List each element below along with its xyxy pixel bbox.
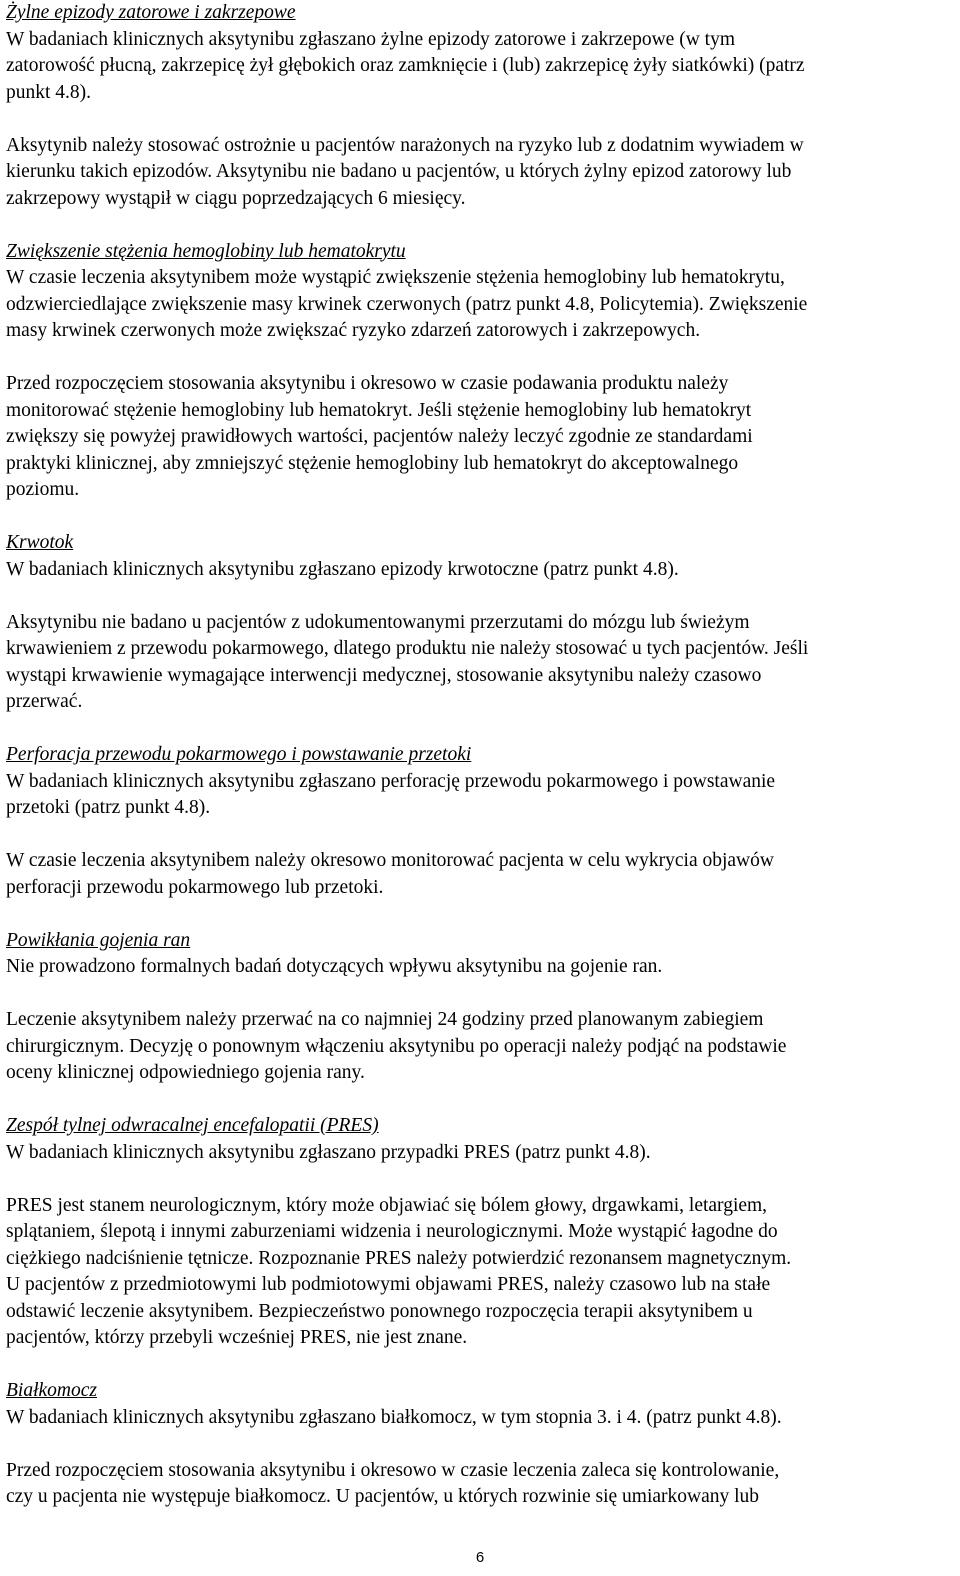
text-line: PRES jest stanem neurologicznym, który może objawiać się bólem głowy, drgawkami, letargiem,: [6, 1194, 768, 1216]
section-gap: [6, 901, 952, 928]
text-line: perforacji przewodu pokarmowego lub przetoki.: [6, 876, 384, 898]
section: [6, 742, 952, 901]
section: [6, 1378, 952, 1511]
text-line: monitorować stężenie hemoglobiny lub hematokryt. Jeśli stężenie hemoglobiny lub hematokryt: [6, 399, 752, 421]
text-line: W badaniach klinicznych aksytynibu zgłaszano żylne epizody zatorowe i zakrzepowe (w tym: [6, 28, 735, 50]
text-line: punkt 4.8).: [6, 81, 92, 103]
text-line: oceny klinicznej odpowiedniego gojenia rany.: [6, 1062, 365, 1083]
text-line: odstawić leczenie aksytynibem. Bezpieczeństwo ponownego rozpoczęcia terapii aksytynibem u: [6, 1300, 753, 1322]
text-line: W badaniach klinicznych aksytynibu zgłaszano perforację przewodu pokarmowego i powstawanie: [6, 770, 776, 792]
section-heading: Krwotok: [6, 532, 74, 553]
section: [6, 0, 952, 212]
text-line: kierunku takich epizodów. Aksytynibu nie badano u pacjentów, u których żylny epizod zatorowy lub: [6, 161, 792, 182]
section-gap: [6, 1352, 952, 1379]
section-gap: [6, 212, 952, 239]
paragraph: [6, 1140, 952, 1167]
text-line: czy u pacjenta nie występuje białkomocz. U pacjentów, u których rozwinie się umiarkowany lub: [6, 1486, 760, 1507]
text-line: pacjentów, którzy przebyli wcześniej PRES, nie jest znane.: [6, 1327, 468, 1348]
text-line: przetoki (patrz punkt 4.8).: [6, 797, 211, 818]
section-heading: Zwiększenie stężenia hemoglobiny lub hematokrytu: [6, 240, 406, 262]
paragraph: [6, 27, 952, 107]
text-line: W badaniach klinicznych aksytynibu zgłaszano przypadki PRES (patrz punkt 4.8).: [6, 1141, 651, 1163]
text-line: Przed rozpoczęciem stosowania aksytynibu i okresowo w czasie leczenia zaleca się kontrolowanie,: [6, 1459, 780, 1481]
text-line: W badaniach klinicznych aksytynibu zgłaszano epizody krwotoczne (patrz punkt 4.8).: [6, 558, 679, 580]
text-line: poziomu.: [6, 479, 80, 500]
text-line: odzwierciedlające zwiększenie masy krwinek czerwonych (patrz punkt 4.8, Policytemia). Zwiększenie: [6, 293, 808, 315]
text-line: Nie prowadzono formalnych badań dotyczących wpływu aksytynibu na gojenie ran.: [6, 956, 663, 977]
paragraph: [6, 371, 952, 504]
section-heading: Żylne epizody zatorowe i zakrzepowe: [6, 2, 296, 23]
paragraph: [6, 848, 952, 901]
paragraph-gap: [6, 583, 952, 610]
text-line: zakrzepowy wystąpił w ciągu poprzedzających 6 miesięcy.: [6, 187, 466, 209]
section: [6, 530, 952, 716]
paragraph: [6, 954, 952, 981]
paragraph-gap: [6, 981, 952, 1008]
text-line: krwawieniem z przewodu pokarmowego, dlatego produktu nie należy stosować u tych pacjentów. Jeśli: [6, 638, 809, 659]
text-line: masy krwinek czerwonych może zwiększać ryzyko zdarzeń zatorowych i zakrzepowych.: [6, 320, 701, 341]
paragraph: [6, 610, 952, 716]
section-heading: Powikłania gojenia ran: [6, 929, 191, 951]
paragraph-gap: [6, 822, 952, 849]
text-line: chirurgicznym. Decyzję o ponownym włączeniu aksytynibu po operacji należy podjąć na podstawie: [6, 1035, 787, 1057]
section: [6, 239, 952, 504]
section-gap: [6, 504, 952, 531]
paragraph: [6, 1405, 952, 1432]
text-line: Aksytynib należy stosować ostrożnie u pacjentów narażonych na ryzyko lub z dodatnim wywiadem w: [6, 134, 804, 156]
text-line: zatorowość płucną, zakrzepicę żył głębokich oraz zamknięcie i (lub) zakrzepicę żyły siatkówki) (patrz: [6, 55, 805, 76]
text-line: U pacjentów z przedmiotowymi lub podmiotowymi objawami PRES, należy czasowo lub na stałe: [6, 1274, 771, 1295]
paragraph-gap: [6, 1166, 952, 1193]
text-line: ciężkiego nadciśnienie tętnicze. Rozpoznanie PRES należy potwierdzić rezonansem magnetycznym.: [6, 1247, 792, 1269]
section-heading: Białkomocz: [6, 1380, 97, 1401]
text-line: Aksytynibu nie badano u pacjentów z udokumentowanymi przerzutami do mózgu lub świeżym: [6, 611, 750, 633]
text-line: W czasie leczenia aksytynibem należy okresowo monitorować pacjenta w celu wykrycia objawów: [6, 850, 774, 871]
section-heading: Perforacja przewodu pokarmowego i powstawanie przetoki: [6, 744, 472, 765]
paragraph: [6, 769, 952, 822]
section-gap: [6, 716, 952, 743]
text-line: wystąpi krwawienie wymagające interwencji medycznej, stosowanie aksytynibu należy czasowo: [6, 664, 762, 686]
text-line: splątaniem, ślepotą i innymi zaburzeniami widzenia i neurologicznymi. Może wystąpić łagodne do: [6, 1221, 778, 1242]
text-line: Leczenie aksytynibem należy przerwać na co najmniej 24 godziny przed planowanym zabiegiem: [6, 1009, 764, 1030]
paragraph: [6, 133, 952, 213]
paragraph-gap: [6, 1431, 952, 1458]
paragraph-gap: [6, 106, 952, 133]
paragraph: [6, 1007, 952, 1087]
section-heading: Zespół tylnej odwracalnej encefalopatii (PRES): [6, 1115, 379, 1136]
text-line: W czasie leczenia aksytynibem może wystąpić zwiększenie stężenia hemoglobiny lub hematokrytu,: [6, 267, 785, 288]
section: [6, 928, 952, 1087]
text-line: przerwać.: [6, 691, 83, 712]
text-line: zwiększy się powyżej prawidłowych wartości, pacjentów należy leczyć zgodnie ze standardami: [6, 426, 753, 447]
text-line: Przed rozpoczęciem stosowania aksytynibu i okresowo w czasie podawania produktu należy: [6, 373, 729, 394]
paragraph: [6, 1458, 952, 1511]
paragraph: [6, 557, 952, 584]
text-line: W badaniach klinicznych aksytynibu zgłaszano białkomocz, w tym stopnia 3. i 4. (patrz punkt 4.8).: [6, 1406, 782, 1428]
document-page: [6, 0, 952, 1511]
section-gap: [6, 1087, 952, 1114]
paragraph: [6, 1193, 952, 1352]
paragraph-gap: [6, 345, 952, 372]
page-number: 6: [475, 1549, 485, 1566]
section: [6, 1113, 952, 1352]
text-line: praktyki klinicznej, aby zmniejszyć stężenie hemoglobiny lub hematokryt do akceptowalnego: [6, 452, 739, 474]
paragraph: [6, 265, 952, 345]
